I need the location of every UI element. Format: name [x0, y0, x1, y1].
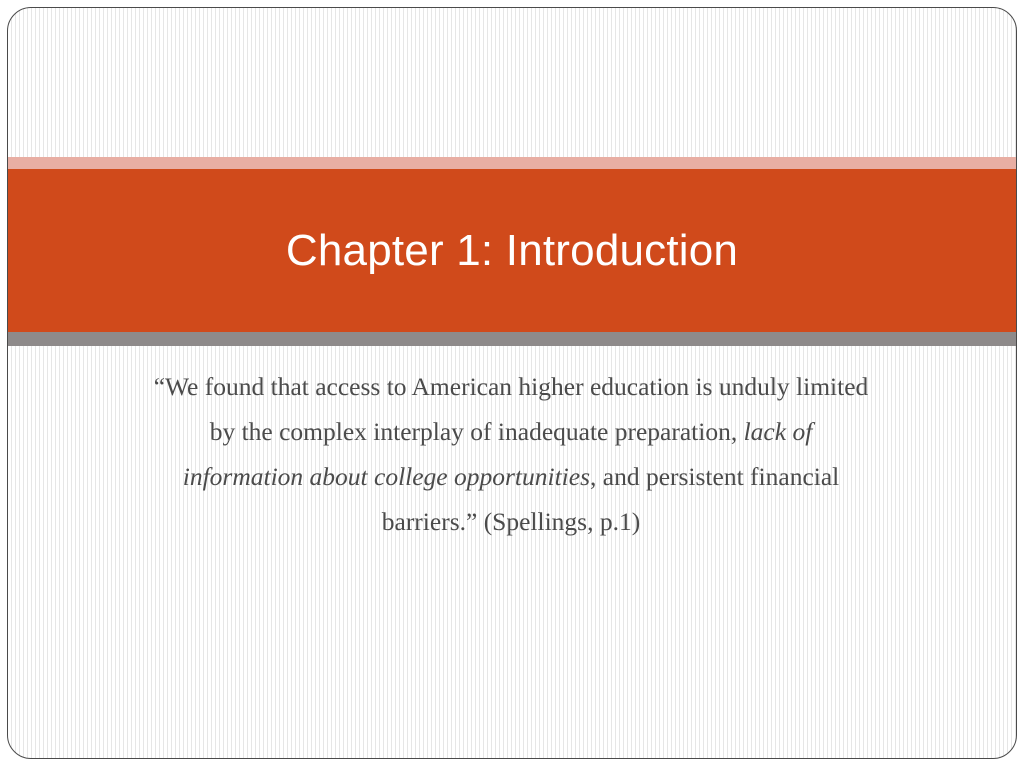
- quote-emphasis: lack of information about college opportunities: [182, 417, 813, 491]
- quote-text-part-1: “We found that access to American higher education is unduly limited by the complex interplay of inadequate preparation,: [153, 372, 869, 446]
- slide-frame: [7, 7, 1017, 759]
- quote-text-part-2: , and persistent financial barriers.” (Spellings, p.1): [381, 462, 840, 536]
- title-bar-bottom-accent: [8, 332, 1016, 346]
- title-bar: [8, 169, 1016, 332]
- slide-title: Chapter 1: Introduction: [285, 225, 739, 275]
- title-bar-top-accent: [8, 157, 1016, 169]
- quote-text: [150, 364, 872, 544]
